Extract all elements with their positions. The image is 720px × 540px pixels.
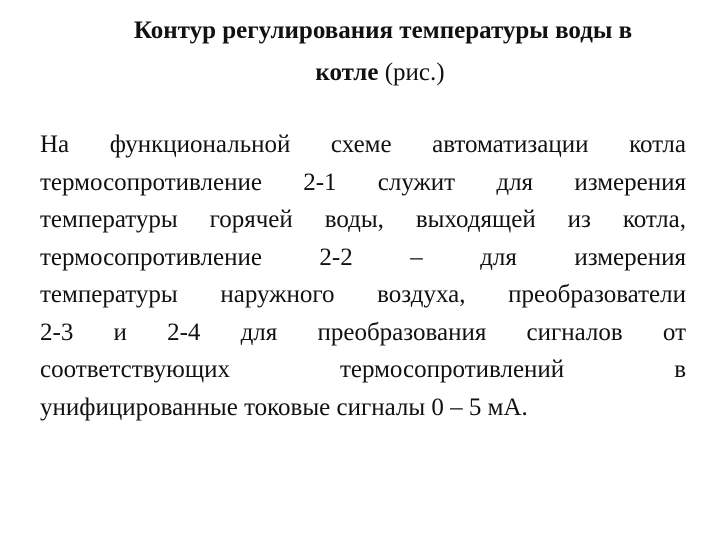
title-line-2 xyxy=(40,52,700,94)
title-line-1: Контур регулирования температуры воды в xyxy=(133,17,633,44)
paragraph-line: соответствующих термосопротивлений в xyxy=(40,356,686,383)
title-line-2-bold: котле xyxy=(315,59,379,86)
title-line-2-normal: (рис.) xyxy=(378,59,445,86)
paragraph-line: термосопротивление 2-2 – для измерения xyxy=(40,243,686,271)
body-paragraph xyxy=(40,126,686,426)
paragraph-line: На функциональной схеме автоматизации котла xyxy=(40,131,686,158)
paragraph-line: температуры горячей воды, выходящей из котла, xyxy=(40,206,686,233)
paragraph-line: термосопротивление 2-1 служит для измерения xyxy=(40,168,686,196)
paragraph-line: унифицированные токовые сигналы 0 – 5 мА. xyxy=(40,393,528,421)
paragraph-line: 2-3 и 2-4 для преобразования сигналов от xyxy=(40,318,686,346)
slide-title xyxy=(40,10,700,94)
paragraph-line: температуры наружного воздуха, преобразователи xyxy=(40,281,686,308)
